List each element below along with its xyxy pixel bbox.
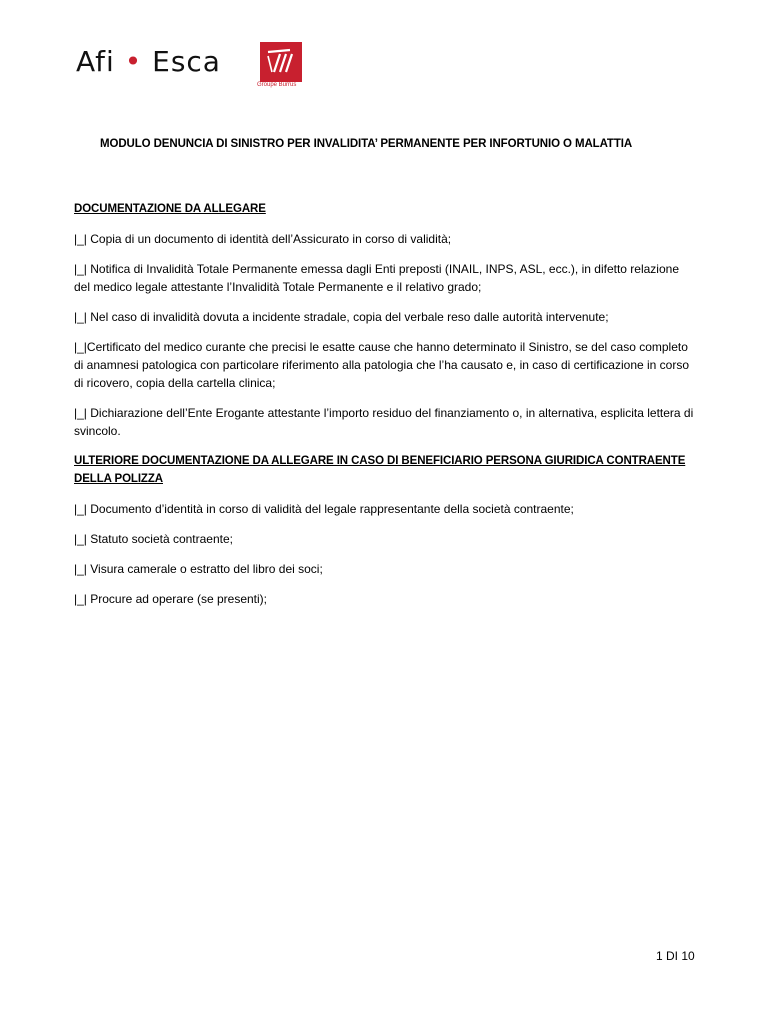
logo-dot: • [124, 45, 143, 78]
logo-text-left: Afi [76, 45, 115, 78]
checklist-item: |_| Visura camerale o estratto del libro dei soci; [74, 562, 323, 576]
checklist-item: |_| Statuto società contraente; [74, 532, 233, 546]
checklist-item: |_|Certificato del medico curante che precisi le esatte cause che hanno determinato il Sinistro, se del caso completo di anamnesi patologica con particolare riferimento alla patologia che l’ha causato e, in caso di certificazione in corso di ricovero, copia della cartella clinica; [74, 340, 690, 390]
afi-esca-mark-icon [260, 42, 302, 82]
logo-subtitle: Groupe Burrus [257, 82, 297, 88]
section-heading-ulteriore: ULTERIORE DOCUMENTAZIONE DA ALLEGARE IN CASO DI BENEFICIARIO PERSONA GIURIDICA CONTRAENTE DELLA POLIZZA [74, 455, 686, 485]
page-number: 1 DI 10 [656, 949, 695, 963]
section-heading-documentazione: DOCUMENTAZIONE DA ALLEGARE [74, 203, 266, 215]
company-logo [76, 42, 316, 94]
checklist-item: |_| Dichiarazione dell’Ente Erogante attestante l’importo residuo del finanziamento o, in alternativa, esplicita lettera di svincolo. [74, 406, 694, 438]
checklist-item: |_| Copia di un documento di identità dell’Assicurato in corso di validità; [74, 232, 452, 246]
document-body [74, 200, 694, 620]
checklist-item: |_| Notifica di Invalidità Totale Permanente emessa dagli Enti preposti (INAIL, INPS, ASL, ecc.), in difetto relazione del medico legale attestante l’Invalidità Totale Permanente e il relativo grado; [74, 262, 679, 294]
logo-wordmark [76, 42, 221, 82]
document-title: MODULO DENUNCIA DI SINISTRO PER INVALIDITA’ PERMANENTE PER INFORTUNIO O MALATTIA [100, 138, 633, 150]
checklist-item: |_| Nel caso di invalidità dovuta a incidente stradale, copia del verbale reso dalle autorità intervenute; [74, 310, 609, 324]
checklist-item: |_| Procure ad operare (se presenti); [74, 592, 267, 606]
checklist-item: |_| Documento d’identità in corso di validità del legale rappresentante della società contraente; [74, 502, 574, 516]
logo-text-right: Esca [152, 45, 221, 78]
